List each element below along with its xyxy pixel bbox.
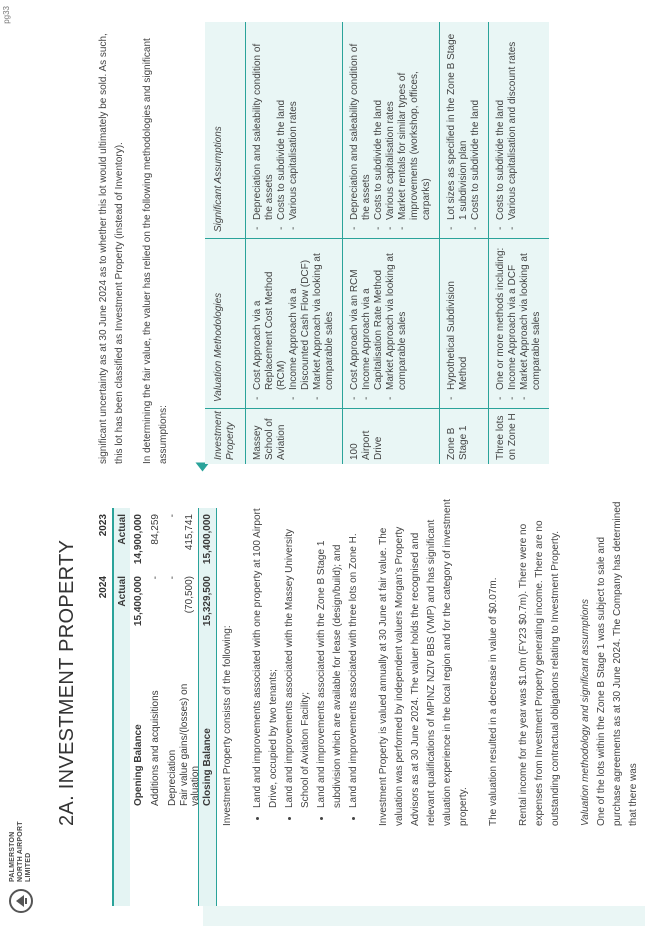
row-label: Depreciation xyxy=(167,749,178,806)
year-2023: 2023 xyxy=(98,514,109,537)
property-cell: Three lots on Zone H xyxy=(489,408,549,464)
table-row xyxy=(246,22,343,464)
list-item: • Land and improvements associated with three lots on Zone H. xyxy=(346,496,362,808)
methods-cell xyxy=(343,238,439,408)
methods-cell xyxy=(489,238,549,408)
table-sub-header xyxy=(112,508,130,906)
decrease-paragraph: The valuation resulted in a decrease in value of $0.07m. xyxy=(488,577,499,826)
table-row xyxy=(343,22,440,464)
list-item: - Costs to subdivide the land xyxy=(495,28,507,220)
list-item: - Costs to subdivide the land xyxy=(276,28,288,220)
assumptions-cell xyxy=(246,22,342,238)
page-number: pg33 xyxy=(2,6,11,24)
table-total-row xyxy=(198,508,217,906)
property-cell: 100 Airport Drive xyxy=(343,408,439,464)
list-item: - Cost Approach via a Replacement Cost Method (RCM) xyxy=(252,245,288,390)
body-text xyxy=(220,496,645,826)
row-value-2023: - xyxy=(167,514,178,518)
list-item: - Lot sizes as specified in the Zone B Stage 1 subdivision plan xyxy=(446,28,470,220)
header-property: Investment Property xyxy=(205,408,245,464)
table-year-header xyxy=(98,508,112,906)
table-row xyxy=(130,508,147,906)
list-item: - Various capitalisation rates xyxy=(288,28,300,220)
valuation-paragraph: Investment Property is valued annually at 30 June at fair value. The valuation was performed by independent valuers Morgan's Property Advisors as at 30 June 2024. The valuer holds the recognised and relevant qualifications of MPINZ NZIV BBS (VMP) and has significant valuation experience in the local region and for the category of investment property. xyxy=(378,499,469,826)
section-title: 2A. INVESTMENT PROPERTY xyxy=(56,539,78,826)
row-value-2024: - xyxy=(167,576,178,580)
determine-paragraph: In determining the fair value, the valuer has relied on the following methodologies and significant assumptions: xyxy=(142,38,169,464)
list-item: - Market Approach via looking at comparable sales xyxy=(519,245,543,390)
side-band xyxy=(203,906,645,926)
table-row xyxy=(440,22,489,464)
year-2024: 2024 xyxy=(98,576,109,599)
list-item: • Land and improvements associated with one property at 100 Airport Drive, occupied by two tenants; xyxy=(250,496,282,808)
list-item: - Costs to subdivide the land xyxy=(470,28,482,220)
list-item: - Market Approach via looking at comparable sales xyxy=(385,245,409,390)
methods-cell xyxy=(440,238,488,408)
assumptions-header xyxy=(205,22,246,464)
row-label: Closing Balance xyxy=(202,728,213,806)
row-value-2024: - xyxy=(150,576,161,580)
table-row xyxy=(489,22,549,464)
list-item: - Hypothetical Subdivision Method xyxy=(446,245,470,390)
row-label: Additions and acquisitions xyxy=(150,690,161,806)
table-row xyxy=(147,508,164,906)
row-value-2024: 15,400,000 xyxy=(133,576,144,627)
intro-paragraph: Investment Property consists of the following: xyxy=(222,625,233,826)
list-item: - Market rentals for similar types of improvements (workshop, offices, carparks) xyxy=(397,28,433,220)
row-value-2023: 15,400,000 xyxy=(202,514,213,565)
actual-2023: Actual xyxy=(116,514,128,545)
lots-paragraph: One of the lots within the Zone B Stage 1 was subject to sale and purchase agreements as at 30 June 2024. The Company has determined that there was xyxy=(596,501,639,826)
list-item: - Depreciation and saleability condition of the assets xyxy=(349,28,373,220)
assumptions-cell xyxy=(489,22,549,238)
table-row xyxy=(178,508,201,906)
list-item: - Income Approach via a Capitalisation Rate Method xyxy=(361,245,385,390)
logo-text: PALMERSTON NORTH AIRPORT LIMITED xyxy=(9,821,32,882)
actual-2024: Actual xyxy=(116,576,128,607)
row-value-2023: 415,741 xyxy=(184,514,195,551)
row-label: Opening Balance xyxy=(133,724,144,806)
row-label: Fair value gains/(losses) on valuation xyxy=(178,683,201,806)
row-value-2023: 14,900,000 xyxy=(133,514,144,565)
list-item: - Market Approach via looking at comparable sales xyxy=(312,245,336,390)
right-column-text xyxy=(96,24,184,464)
row-value-2023: 84,259 xyxy=(150,514,161,545)
company-logo xyxy=(8,820,34,914)
list-item: • Land and improvements associated with the Zone B Stage 1 subdivision which are available for lease (design/build); and xyxy=(314,496,346,808)
row-value-2024: (70,500) xyxy=(184,576,195,614)
list-item: - Income Approach via a Discounted Cash Flow (DCF) xyxy=(288,245,312,390)
header-assumptions: Significant Assumptions xyxy=(213,126,224,232)
property-list xyxy=(250,496,362,826)
list-item: - One or more methods including: xyxy=(495,245,507,390)
property-cell: Zone B Stage 1 xyxy=(440,408,488,464)
list-item: - Depreciation and saleability condition of the assets xyxy=(252,28,276,220)
continue-paragraph: significant uncertainty as at 30 June 2024 as to whether this lot would ultimately be sold. As such, this lot has been classified as Investment Property (instead of Inventory). xyxy=(98,33,125,464)
header-methods: Valuation Methodologies xyxy=(205,238,245,408)
property-cell: Massey School of Aviation xyxy=(246,408,342,464)
list-item: - Costs to subdivide the land xyxy=(373,28,385,220)
methods-cell xyxy=(246,238,342,408)
list-item: - Various capitalisation and discount rates xyxy=(507,28,519,220)
rental-paragraph: Rental income for the year was $1.0m (FY23 $0.7m). There were no expenses from Investment Property generating income. There are no outstanding contractual obligations relating to Investment Property. xyxy=(518,520,561,826)
assumptions-table xyxy=(205,22,549,464)
list-item: • Land and improvements associated with the Massey University School of Aviation Facility; xyxy=(282,496,314,808)
row-value-2024: 15,329,500 xyxy=(202,576,213,627)
assumptions-cell xyxy=(440,22,488,238)
list-item: - Income Approach via a DCF xyxy=(507,245,519,390)
subheading: Valuation methodology and significant assumptions xyxy=(580,599,591,826)
list-item: - Cost Approach via an RCM xyxy=(349,245,361,390)
assumptions-cell xyxy=(343,22,439,238)
list-item: - Various capitalisation rates xyxy=(385,28,397,220)
investment-property-table xyxy=(98,508,217,906)
airport-logo-icon xyxy=(8,888,34,914)
